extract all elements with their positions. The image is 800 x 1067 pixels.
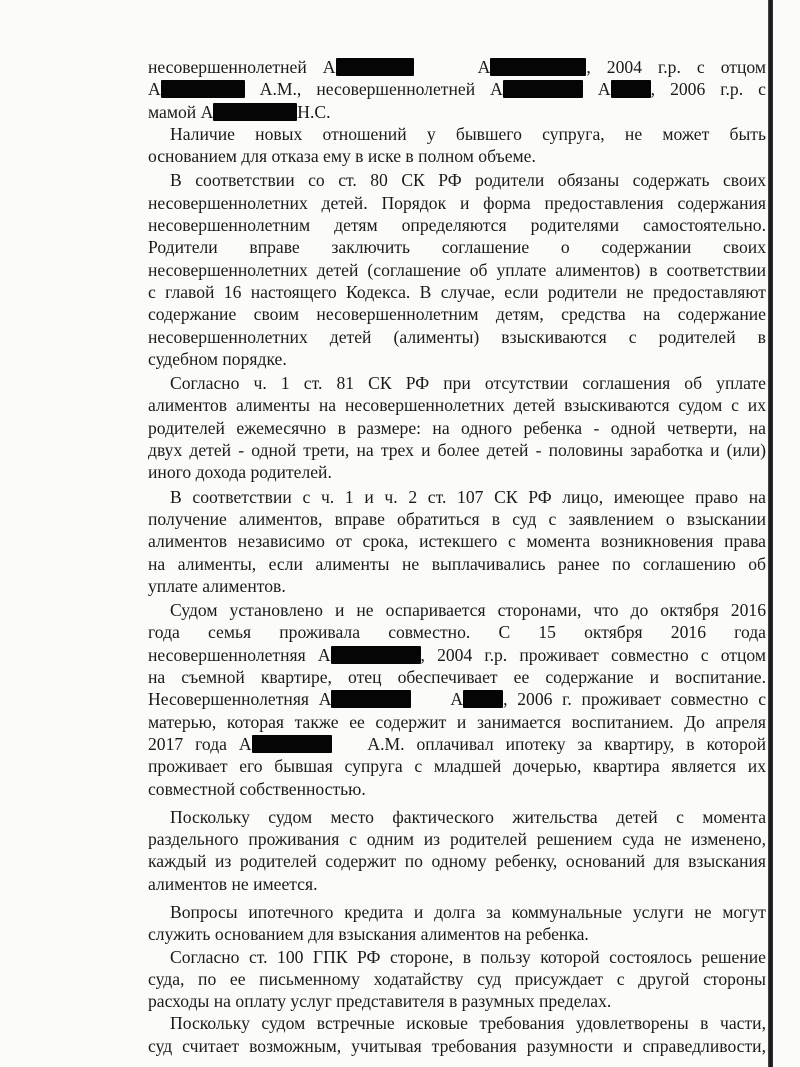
text-line: алиментов алименты на несовершеннолетних детей взыскиваются судом с их	[148, 395, 766, 416]
paragraph-no-grounds	[148, 806, 766, 895]
redaction-block	[213, 103, 297, 121]
text-line: иного дохода родителей.	[148, 462, 332, 483]
text-line: 2017 года А А.М. оплачивал ипотеку за квартиру, в которой	[148, 733, 766, 754]
text-line: Несовершеннолетняя А А , 2006 г. проживает совместно с	[148, 689, 767, 710]
paragraph-article-107	[148, 486, 766, 597]
text-line: несовершеннолетним детям определяются родителями самостоятельно.	[148, 215, 766, 236]
text-line: уплате алиментов.	[148, 575, 286, 596]
text-line: основанием для отказа ему в иске в полном объеме.	[148, 146, 536, 167]
paragraph-article-80	[148, 169, 766, 370]
redaction-block	[490, 58, 586, 76]
redaction-block	[503, 80, 583, 98]
text-line: несовершеннолетних детей (алименты) взыскиваются с родителей в	[148, 326, 766, 347]
paragraph-new-relations	[148, 123, 766, 168]
redaction-block	[331, 690, 411, 708]
paragraph-counterclaim	[148, 1012, 766, 1057]
text-line: В соответствии с ч. 1 и ч. 2 ст. 107 СК РФ лицо, имеющее право на	[170, 486, 766, 507]
paragraph-article-100	[148, 946, 766, 1013]
text-line: Согласно ст. 100 ГПК РФ стороне, в пользу которой состоялось решение	[170, 946, 766, 967]
text-line: двух детей - одной трети, на трех и более детей - половины заработка и (или)	[148, 440, 766, 461]
text-line: на алименты, если алименты не выплачивались ранее по соглашению об	[148, 553, 766, 574]
text-line: получение алиментов, вправе обратиться в суд с заявлением о взыскании	[148, 508, 766, 529]
text-line: родителей ежемесячно в размере: на одного ребенка - одной четверти, на	[148, 417, 766, 438]
text-line: несовершеннолетней А А , 2004 г.р. с отцом	[148, 57, 767, 77]
text-line: Согласно ч. 1 ст. 81 СК РФ при отсутствии соглашения об уплате	[170, 373, 766, 394]
text-line: матерью, которая также ее содержит и занимается воспитанием. До апреля	[148, 711, 766, 732]
text-line: каждый из родителей содержит по одному ребенку, оснований для взыскания	[148, 851, 766, 872]
text-line: алиментов не имеется.	[148, 873, 318, 894]
scan-page-edge	[768, 0, 773, 1067]
text-line: Родители вправе заключить соглашение о содержании своих	[148, 237, 766, 258]
text-line: проживает его бывшая супруга с младшей дочерью, квартира является их	[148, 756, 766, 777]
text-line: года семья проживала совместно. С 15 октября 2016 года	[148, 622, 766, 643]
text-line: мамой А Н.С.	[148, 101, 331, 122]
paragraph-article-81	[148, 372, 766, 483]
text-line: несовершеннолетняя А , 2004 г.р. проживает совместно с отцом	[148, 644, 767, 665]
redaction-block	[336, 58, 414, 76]
text-line: несовершеннолетних детей. Порядок и форма предоставления содержания	[148, 192, 766, 213]
text-line: расходы на оплату услуг представителя в разумных пределах.	[148, 991, 612, 1012]
redaction-block	[463, 690, 503, 708]
text-line: В соответствии со ст. 80 СК РФ родители обязаны содержать своих	[170, 170, 766, 191]
text-line: Поскольку судом место фактического жительства детей с момента	[170, 806, 766, 827]
text-line: Поскольку судом встречные исковые требования удовлетворены в части,	[170, 1013, 766, 1034]
text-line: Наличие новых отношений у бывшего супруга, не может быть	[170, 123, 766, 144]
text-line: совместной собственностью.	[148, 778, 366, 799]
text-line: судебном порядке.	[148, 348, 287, 369]
paragraph-court-established	[148, 599, 766, 800]
redaction-block	[252, 735, 332, 753]
redaction-block	[611, 80, 651, 98]
redaction-block	[331, 646, 421, 664]
paragraph-children-residence	[148, 56, 766, 123]
paragraph-mortgage	[148, 901, 766, 946]
text-line: несовершеннолетних детей (соглашение об уплате алиментов) в соответствии	[148, 259, 766, 280]
text-line: на съемной квартире, отец обеспечивает ее содержание и воспитание.	[148, 667, 766, 688]
text-line: служить основанием для взыскания алиментов на ребенка.	[148, 924, 589, 945]
redaction-block	[161, 80, 245, 98]
court-decision-page	[148, 56, 766, 1057]
text-line: раздельного проживания с одним из родителей решением суда не изменено,	[148, 829, 766, 850]
text-line: А А.М., несовершеннолетней А А , 2006 г.р. с	[148, 79, 766, 100]
text-line: суд считает возможным, учитывая требования разумности и справедливости,	[148, 1035, 766, 1056]
text-line: суда, по ее письменному ходатайству суд присуждает с другой стороны	[148, 968, 766, 989]
text-line: Судом установлено и не оспаривается сторонами, что до октября 2016	[170, 600, 766, 621]
text-line: алиментов независимо от срока, истекшего с момента возникновения права	[148, 531, 766, 552]
text-line: с главой 16 настоящего Кодекса. В случае, если родители не предоставляют	[148, 281, 766, 302]
text-line: Вопросы ипотечного кредита и долга за коммунальные услуги не могут	[170, 901, 766, 922]
text-line: содержание своим несовершеннолетним детям, средства на содержание	[148, 304, 766, 325]
